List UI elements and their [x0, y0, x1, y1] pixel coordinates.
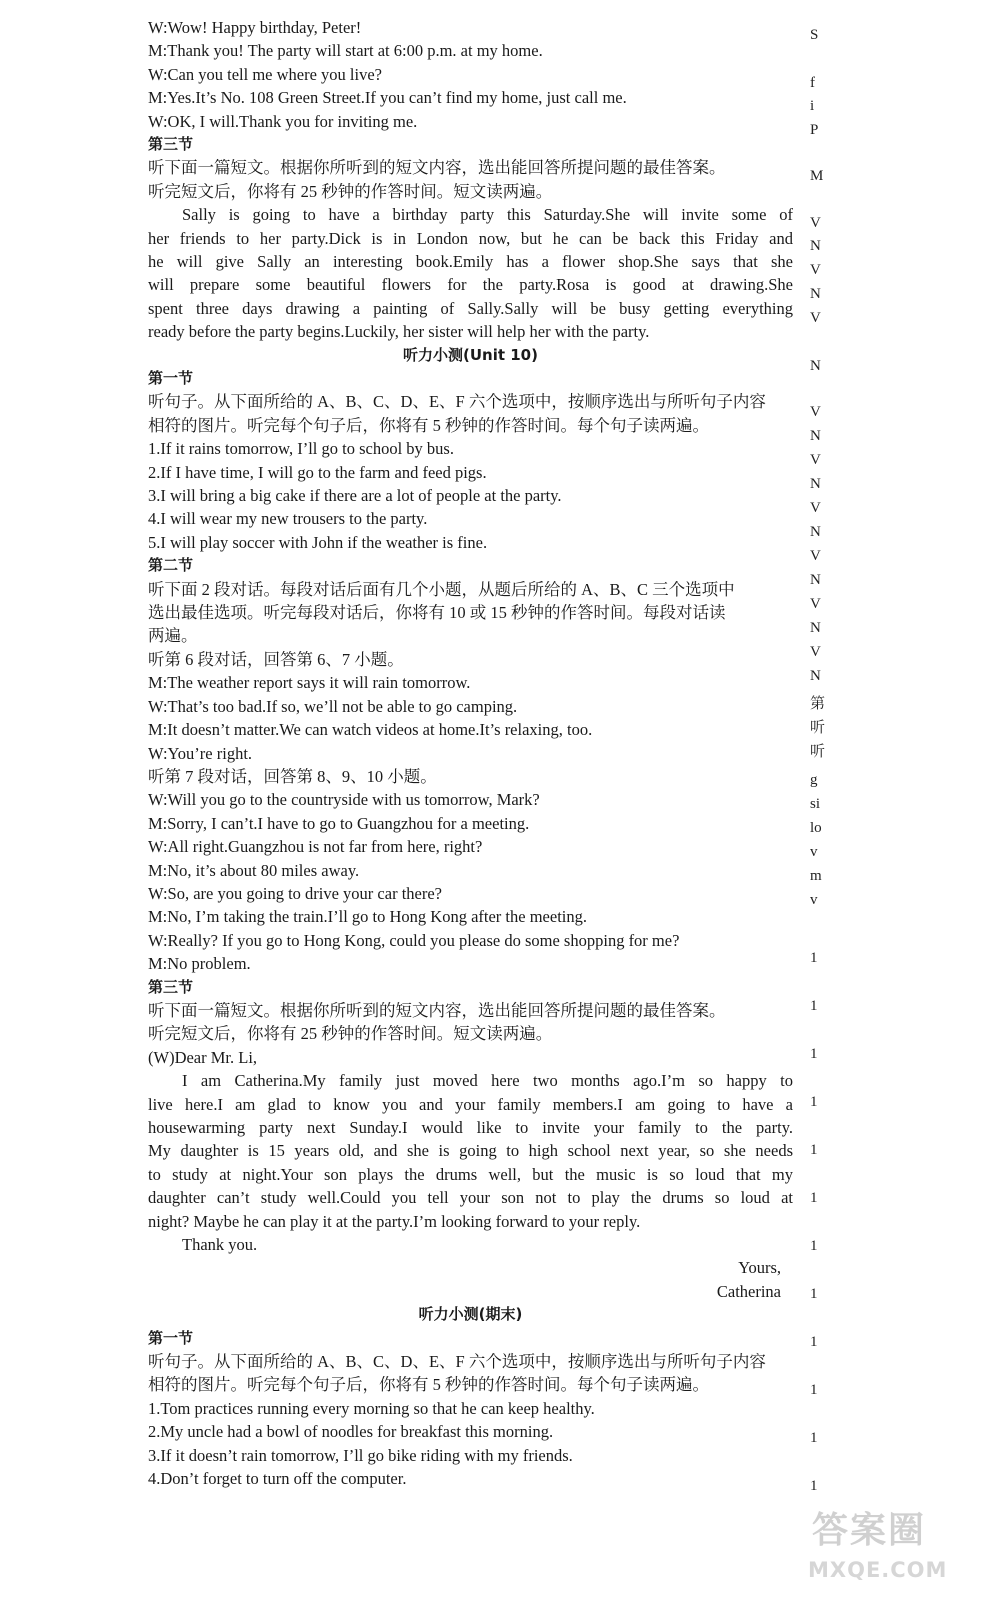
cut-fragment: V — [810, 644, 821, 660]
instruction-line: 听下面 2 段对话。每段对话后面有几个小题，从题后所给的 A、B、C 三个选项中 — [148, 579, 735, 599]
cut-fragment: 1 — [810, 950, 818, 966]
letter-closing: Thank you. — [182, 1234, 258, 1254]
cut-fragment: 1 — [810, 1190, 818, 1206]
cut-fragment: 听 — [810, 744, 826, 760]
cut-fragment: V — [810, 452, 821, 468]
passage-line: he will give Sally an interesting book.Emily has a flower shop.She says that she — [148, 252, 793, 272]
cut-fragment: 1 — [810, 1478, 818, 1494]
cut-fragment: g — [810, 772, 818, 788]
cut-fragment: V — [810, 596, 821, 612]
cut-fragment: V — [810, 310, 821, 326]
text-line: W:Wow! Happy birthday, Peter! — [148, 18, 362, 37]
watermark-seal: 答案圈 — [812, 1510, 927, 1551]
cut-fragment: 1 — [810, 1142, 818, 1158]
instruction-line: 听句子。从下面所给的 A、B、C、D、E、F 六个选项中，按顺序选出与所听句子内容 — [148, 1351, 766, 1371]
dialogue-line: M:No problem. — [148, 954, 251, 974]
cut-fragment: V — [810, 262, 821, 278]
instruction-line: 听第 6 段对话，回答第 6、7 小题。 — [148, 649, 404, 669]
instruction-line: 两遍。 — [148, 626, 198, 646]
cut-fragment: 1 — [810, 998, 818, 1014]
cut-fragment: 1 — [810, 1094, 818, 1110]
text-column — [148, 16, 793, 1490]
passage-line: spent three days drawing a painting of Sally.Sally will be busy getting everything — [148, 298, 793, 318]
dialogue-line: M:The weather report says it will rain tomorrow. — [148, 673, 471, 693]
passage-line: ready before the party begins.Luckily, her sister will help her with the party. — [148, 322, 650, 342]
text-line: M:Yes.It’s No. 108 Green Street.If you can’t find my home, just call me. — [148, 88, 627, 108]
cut-fragment: 第 — [810, 696, 826, 712]
cut-fragment: 1 — [810, 1334, 818, 1350]
letter-line: to study at night.Your son plays the drums well, but the music is so loud that my — [148, 1164, 793, 1184]
cut-fragment: lo — [810, 820, 822, 836]
letter-line: My daughter is 15 years old, and she is going to high school next year, so she needs — [148, 1141, 793, 1161]
letter-salutation: (W)Dear Mr. Li, — [148, 1047, 258, 1067]
cut-fragment: P — [810, 122, 819, 138]
dialogue-line: M:It doesn’t matter.We can watch videos at home.It’s relaxing, too. — [148, 720, 593, 740]
cut-fragment: 1 — [810, 1286, 818, 1302]
cut-fragment: V — [810, 548, 821, 564]
passage-line: her friends to her party.Dick is in London now, but he can be back this Friday and — [148, 228, 793, 248]
cut-fragment: N — [810, 572, 821, 588]
section-heading: 第一节 — [148, 369, 194, 388]
instruction-line: 听第 7 段对话，回答第 8、9、10 小题。 — [148, 766, 437, 786]
cut-fragment: 1 — [810, 1430, 818, 1446]
cut-fragment: V — [810, 404, 821, 420]
instruction-line: 听下面一篇短文。根据你所听到的短文内容，选出能回答所提问题的最佳答案。 — [148, 1000, 726, 1020]
cut-fragment: N — [810, 286, 821, 302]
instruction-line: 听下面一篇短文。根据你所听到的短文内容，选出能回答所提问题的最佳答案。 — [148, 158, 726, 178]
letter-signoff: Yours, — [738, 1258, 781, 1278]
dialogue-line: M:No, I’m taking the train.I’ll go to Hong Kong after the meeting. — [148, 907, 587, 927]
dialogue-line: W:All right.Guangzhou is not far from here, right? — [148, 837, 483, 857]
instruction-line: 相符的图片。听完每个句子后，你将有 5 秒钟的作答时间。每个句子读两遍。 — [148, 1375, 709, 1395]
dialogue-line: M:No, it’s about 80 miles away. — [148, 860, 360, 880]
cut-fragment: M — [810, 168, 824, 184]
instruction-line: 听句子。从下面所给的 A、B、C、D、E、F 六个选项中，按顺序选出与所听句子内容 — [148, 392, 766, 412]
instruction-line: 选出最佳选项。听完每段对话后，你将有 10 或 15 秒钟的作答时间。每段对话读 — [148, 603, 726, 623]
text-line: W:Can you tell me where you live? — [148, 64, 382, 84]
adjacent-page-cut-column — [810, 0, 840, 1600]
sentence-item: 3.I will bring a big cake if there are a lot of people at the party. — [148, 486, 562, 506]
cut-fragment: 1 — [810, 1382, 818, 1398]
text-line: M:Thank you! The party will start at 6:00 p.m. at my home. — [148, 41, 543, 61]
sentence-item: 1.If it rains tomorrow, I’ll go to school by bus. — [148, 439, 454, 459]
cut-fragment: V — [810, 215, 821, 231]
text-line: W:OK, I will.Thank you for inviting me. — [148, 111, 418, 131]
cut-fragment: S — [810, 27, 819, 43]
sentence-item: 2.My uncle had a bowl of noodles for breakfast this morning. — [148, 1422, 554, 1442]
letter-signature: Catherina — [716, 1281, 781, 1301]
cut-fragment: 听 — [810, 720, 826, 736]
cut-fragment: N — [810, 620, 821, 636]
letter-line: housewarming party next Sunday.I would like to invite your family to the party. — [148, 1117, 793, 1137]
sentence-item: 5.I will play soccer with John if the weather is fine. — [148, 532, 488, 552]
instruction-line: 听完短文后，你将有 25 秒钟的作答时间。短文读两遍。 — [148, 1024, 553, 1044]
sentence-item: 4.Don’t forget to turn off the computer. — [148, 1469, 407, 1489]
section-heading: 第三节 — [148, 977, 194, 996]
passage-line: will prepare some beautiful flowers for the party.Rosa is good at drawing.She — [148, 275, 793, 295]
cut-fragment: V — [810, 500, 821, 516]
cut-fragment: N — [810, 358, 821, 374]
cut-fragment: v — [810, 844, 818, 860]
sentence-item: 2.If I have time, I will go to the farm and feed pigs. — [148, 462, 487, 482]
cut-fragment: i — [810, 98, 815, 114]
passage-line: Sally is going to have a birthday party this Saturday.She will invite some of — [182, 205, 793, 225]
section-heading: 第三节 — [148, 135, 194, 154]
letter-line: night? Maybe he can play it at the party.I’m looking forward to your reply. — [148, 1211, 641, 1231]
instruction-line: 相符的图片。听完每个句子后，你将有 5 秒钟的作答时间。每个句子读两遍。 — [148, 415, 709, 435]
dialogue-line: W:Really? If you go to Hong Kong, could you please do some shopping for me? — [148, 930, 680, 950]
cut-fragment: N — [810, 476, 821, 492]
cut-fragment: si — [810, 796, 821, 812]
cut-fragment: m — [810, 868, 822, 884]
sentence-item: 3.If it doesn’t rain tomorrow, I’ll go bike riding with my friends. — [148, 1445, 573, 1465]
dialogue-line: M:Sorry, I can’t.I have to go to Guangzhou for a meeting. — [148, 813, 530, 833]
watermark — [800, 1500, 989, 1600]
letter-line: daughter can’t study well.Could you tell your son not to play the drums so loud at — [148, 1188, 793, 1208]
cut-fragment: f — [810, 75, 815, 91]
sentence-item: 4.I will wear my new trousers to the party. — [148, 509, 428, 529]
dialogue-line: W:You’re right. — [148, 743, 253, 763]
cut-fragment: 1 — [810, 1046, 818, 1062]
sentence-item: 1.Tom practices running every morning so that he can keep healthy. — [148, 1398, 595, 1418]
letter-line: live here.I am glad to know you and your family members.I am going to have a — [148, 1094, 793, 1114]
cut-fragment: N — [810, 524, 821, 540]
unit-heading: 听力小测(期末) — [418, 1305, 523, 1324]
watermark-url: MXQE.COM — [808, 1558, 948, 1582]
dialogue-line: W:So, are you going to drive your car there? — [148, 883, 442, 903]
section-heading: 第一节 — [148, 1328, 194, 1347]
dialogue-line: W:That’s too bad.If so, we’ll not be able to go camping. — [148, 696, 518, 716]
cut-fragment: 1 — [810, 1238, 818, 1254]
unit-heading: 听力小测(Unit 10) — [403, 345, 538, 364]
cut-fragment: v — [810, 892, 818, 908]
cut-fragment: N — [810, 238, 821, 254]
section-heading: 第二节 — [148, 556, 194, 575]
cut-fragment: N — [810, 668, 821, 684]
dialogue-line: W:Will you go to the countryside with us tomorrow, Mark? — [148, 790, 540, 810]
cut-fragment: N — [810, 428, 821, 444]
instruction-line: 听完短文后，你将有 25 秒钟的作答时间。短文读两遍。 — [148, 181, 553, 201]
letter-line: I am Catherina.My family just moved here two months ago.I’m so happy to — [182, 1071, 793, 1091]
